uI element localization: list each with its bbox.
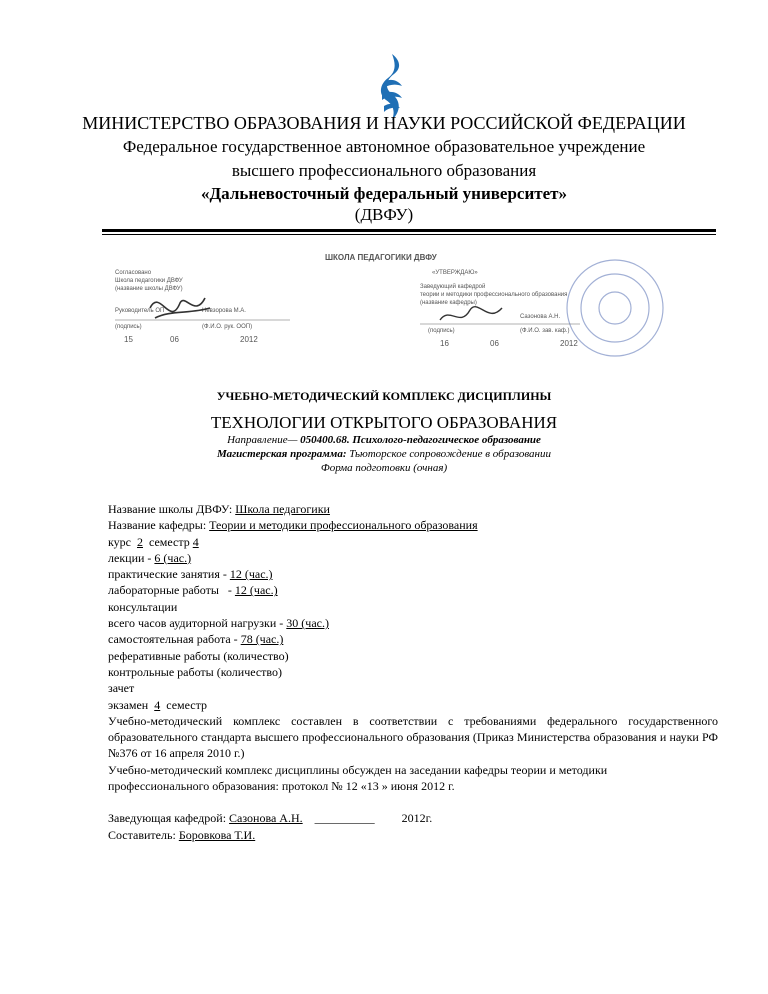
discussion-line-2: профессионального образования: протокол № 12 «13 » июня 2012 г.	[108, 779, 455, 794]
ministry-title: МИНИСТЕРСТВО ОБРАЗОВАНИЯ И НАУКИ РОССИЙСКОЙ ФЕДЕРАЦИИ	[82, 113, 686, 133]
discipline-title: ТЕХНОЛОГИИ ОТКРЫТОГО ОБРАЗОВАНИЯ	[210, 413, 558, 432]
chair-value: Теории и методики профессионального образования	[209, 518, 478, 533]
practice-label: практические занятия -	[108, 567, 227, 582]
lectures-row	[108, 550, 718, 566]
right-signature	[440, 307, 502, 320]
right-chair: теории и методики профессионального образования	[420, 292, 568, 298]
program-line	[0, 448, 768, 460]
tests-row: контрольные работы (количество)	[108, 664, 283, 679]
chair-label: Название кафедры:	[108, 518, 207, 533]
direction-line	[0, 434, 768, 446]
course-label: курс	[108, 534, 131, 549]
left-school: Школа педагогики ДВФУ	[115, 278, 183, 284]
right-date-day: 16	[440, 339, 449, 348]
school-value: Школа педагогики	[235, 502, 330, 516]
head-row	[108, 810, 718, 826]
labs-value: 12 (час.)	[234, 583, 278, 598]
university-logo-icon	[372, 52, 412, 122]
school-row	[108, 501, 718, 517]
semester-value: 4	[192, 534, 199, 549]
head-year: 2012г.	[401, 811, 433, 826]
school-stamp-text: ШКОЛА ПЕДАГОГИКИ ДВФУ	[325, 253, 437, 262]
university-name: «Дальневосточный федеральный университет»	[200, 184, 568, 203]
selfwork-label: самостоятельная работа -	[108, 632, 238, 647]
head-blank: __________	[314, 811, 375, 826]
left-agree: Согласовано	[115, 270, 152, 276]
credit-row: зачет	[108, 681, 135, 696]
practice-row	[108, 566, 718, 582]
right-caption-sign: (подпись)	[428, 328, 455, 334]
exam-label: экзамен	[108, 697, 149, 712]
right-head: Заведующий кафедрой	[420, 284, 486, 290]
right-date-year: 2012	[560, 339, 578, 348]
education-level: высшего профессионального образования	[231, 161, 537, 180]
essays-row: реферативные работы (количество)	[108, 648, 289, 663]
info-block	[108, 501, 718, 843]
right-name: Сазонова А.Н.	[520, 314, 561, 320]
selfwork-row	[108, 631, 718, 647]
institution-type: Федеральное государственное автономное образовательное учреждение	[122, 137, 646, 156]
head-label: Заведующая кафедрой:	[108, 811, 227, 826]
lectures-label: лекции -	[108, 550, 152, 565]
head-value: Сазонова А.Н.	[229, 811, 303, 826]
labs-label: лабораторные работы -	[108, 583, 232, 598]
exam-row	[108, 697, 718, 713]
consult-row: консультации	[108, 599, 178, 614]
author-label: Составитель:	[108, 827, 176, 842]
university-abbr: (ДВФУ)	[354, 205, 414, 224]
school-label: Название школы ДВФУ:	[108, 502, 233, 516]
right-date-month: 06	[490, 339, 499, 348]
practice-value: 12 (час.)	[229, 567, 273, 582]
exam-value: 4	[154, 697, 161, 712]
study-form: Форма подготовки (очная)	[320, 462, 448, 474]
selfwork-value: 78 (час.)	[240, 632, 284, 647]
course-value: 2	[137, 534, 143, 549]
course-row	[108, 534, 718, 550]
direction-value: 050400.68. Психолого-педагогическое образование	[300, 434, 541, 446]
approval-block	[110, 248, 670, 368]
left-name: Невзорова М.А.	[202, 308, 246, 314]
left-date-day: 15	[124, 335, 133, 344]
semester-label: семестр	[149, 534, 190, 549]
labs-row	[108, 582, 718, 598]
right-chair-caption: (название кафедры)	[420, 300, 477, 306]
author-value: Боровкова Т.И.	[178, 827, 256, 842]
left-sign-label: Руководитель ОП	[115, 308, 165, 314]
left-date-year: 2012	[240, 335, 258, 344]
complex-title: УЧЕБНО-МЕТОДИЧЕСКИЙ КОМПЛЕКС ДИСЦИПЛИНЫ	[216, 389, 552, 403]
lectures-value: 6 (час.)	[154, 550, 192, 565]
chair-row	[108, 517, 718, 533]
left-date-month: 06	[170, 335, 179, 344]
round-seal-icon	[567, 260, 663, 356]
discussion-line-1: Учебно-методический комплекс дисциплины обсужден на заседании кафедры теории и методики	[108, 762, 608, 777]
author-row	[108, 827, 718, 843]
standard-paragraph: Учебно-методический комплекс составлен в соответствии с требованиями федерального государственного образовательного стандарта высшего профессионального образования (Приказ Министерства образования и науки РФ №376 от 16 апреля 2010 г.)	[108, 713, 718, 761]
total-value: 30 (час.)	[286, 616, 329, 631]
right-caption-name: (Ф.И.О. зав. каф.)	[520, 328, 570, 334]
header-divider-thin	[102, 234, 716, 235]
total-row	[108, 615, 718, 631]
header-divider	[102, 229, 716, 232]
exam-suffix: семестр	[166, 697, 207, 712]
program-value: Тьюторское сопровождение в образовании	[349, 448, 551, 460]
left-school-caption: (название школы ДВФУ)	[115, 286, 183, 292]
left-caption-name: (Ф.И.О. рук. ООП)	[202, 324, 253, 330]
right-approve: «УТВЕРЖДАЮ»	[432, 270, 478, 276]
program-label: Магистерская программа:	[217, 448, 347, 460]
total-label: всего часов аудиторной нагрузки -	[108, 616, 284, 631]
left-caption-sign: (подпись)	[115, 324, 142, 330]
direction-label: Направление—	[227, 434, 298, 446]
